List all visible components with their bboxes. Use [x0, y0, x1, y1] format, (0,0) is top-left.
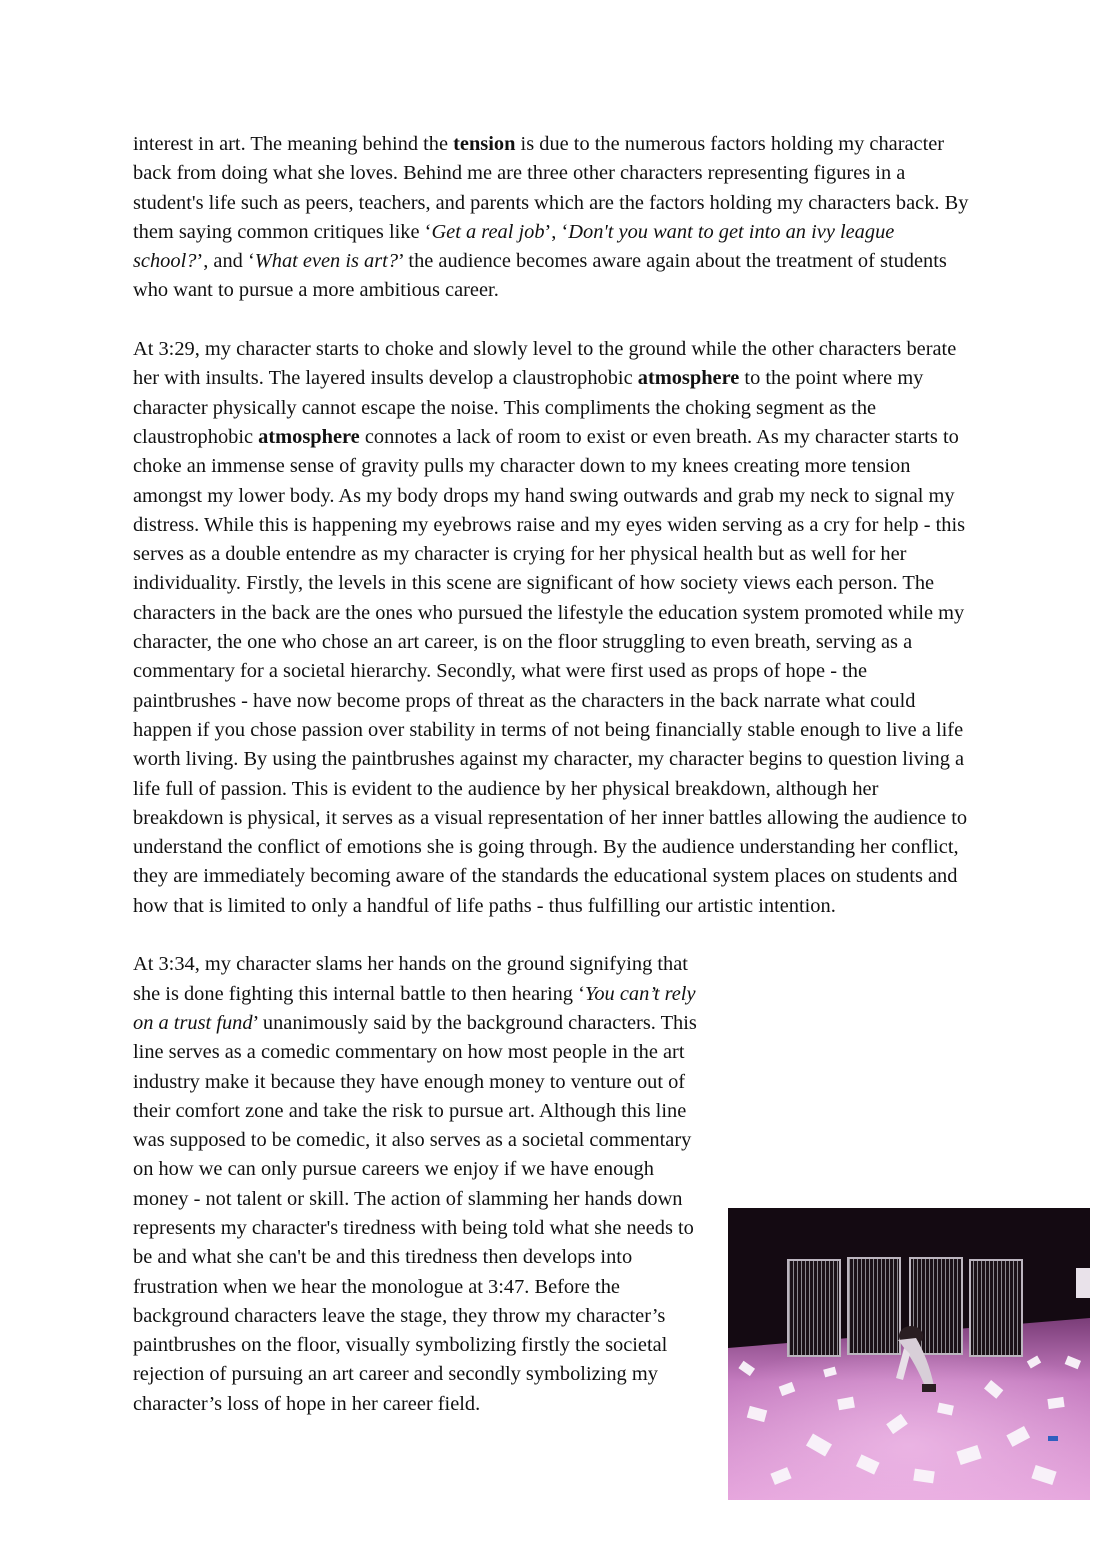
- bold-term: tension: [453, 133, 516, 155]
- bold-term: atmosphere: [258, 425, 360, 448]
- text-run: ’, ‘: [544, 220, 569, 243]
- quoted-critique: Don't you want to get into an ivy league school?: [133, 220, 895, 273]
- text-run: interest in art. The meaning behind the: [133, 133, 454, 155]
- bold-term: atmosphere: [637, 367, 740, 390]
- text-run: ’ the audience becomes aware again about the treatment of students who want to pursue a more ambitious career.: [133, 250, 947, 302]
- text-run: ’ unanimously said by the background characters. This line serves as a comedic commentary on how most people in the art industry make it because they have enough money to venture out of their comfort zone and take the risk to pursue art. Although this line was supposed to be comedic, it also serves as a societal commentary on how we can only pursue careers we enjoy if we have enough money - not talent or skill. The action of slamming her hands down represents my character's tiredness with being told what she needs to be and what she can't be and this tiredness then develops into frustration when we hear the monologue at 3:47. Before the background characters leave the stage, they throw my character’s paintbrushes on the floor, visually symbolizing firstly the societal rejection of pursuing an art career and secondly symbolizing my character’s loss of hope in her career field.: [133, 1011, 697, 1415]
- text-run: to the point where my character physically cannot escape the noise. This compliments the choking segment as the claustrophobic: [133, 367, 924, 448]
- paragraph-1: [133, 130, 973, 306]
- text-run: ’, and ‘: [196, 250, 255, 273]
- text-run: At 3:34, my character slams her hands on the ground signifying that she is done fighting this internal battle to then hearing ‘: [133, 953, 688, 1005]
- quoted-critique: Get a real job: [431, 220, 545, 243]
- text-run: connotes a lack of room to exist or even breath. As my character starts to choke an immense sense of gravity pulls my character down to my knees creating more tension amongst my lower body. As my body drops my hand swing outwards and grab my neck to signal my distress. While this is happening my eyebrows raise and my eyes widen serving as a cry for help - this serves as a double entendre as my character is crying for her physical health but as well for her individuality. Firstly, the levels in this scene are significant of how society views each person. The characters in the back are the ones who pursued the lifestyle the education system promoted while my character, the one who chose an art career, is on the floor struggling to even breath, serving as a commentary for a societal hierarchy. Secondly, what were first used as props of hope - the paintbrushes - have now become props of threat as the characters in the back narrate what could happen if you chose passion over stability in terms of not being financially stable enough to live a life worth living. By using the paintbrushes against my character, my character begins to question living a life full of passion. This is evident to the audience by her physical breakdown, although her breakdown is physical, it serves as a visual representation of her inner battles allowing the audience to understand the conflict of emotions she is going through. By the audience understanding her conflict, they are immediately becoming aware of the standards the educational system places on students and how that is limited to only a handful of life paths - thus fulfilling our artistic intention.: [133, 425, 968, 917]
- stage-performance-photo: [728, 1208, 1090, 1500]
- quoted-critique: What even is art?: [254, 250, 399, 273]
- quoted-critique: You can’t rely on a trust fund: [133, 982, 696, 1034]
- paragraph-2: [133, 335, 973, 921]
- text-run: is due to the numerous factors holding my character back from doing what she loves. Behind me are three other characters representing figures in a student's life such as peers, teachers, and parents which are the factors holding my characters back. By them saying common critiques like ‘: [133, 133, 969, 243]
- text-run: At 3:29, my character starts to choke and slowly level to the ground while the other characters berate her with insults. The layered insults develop a claustrophobic: [133, 338, 957, 390]
